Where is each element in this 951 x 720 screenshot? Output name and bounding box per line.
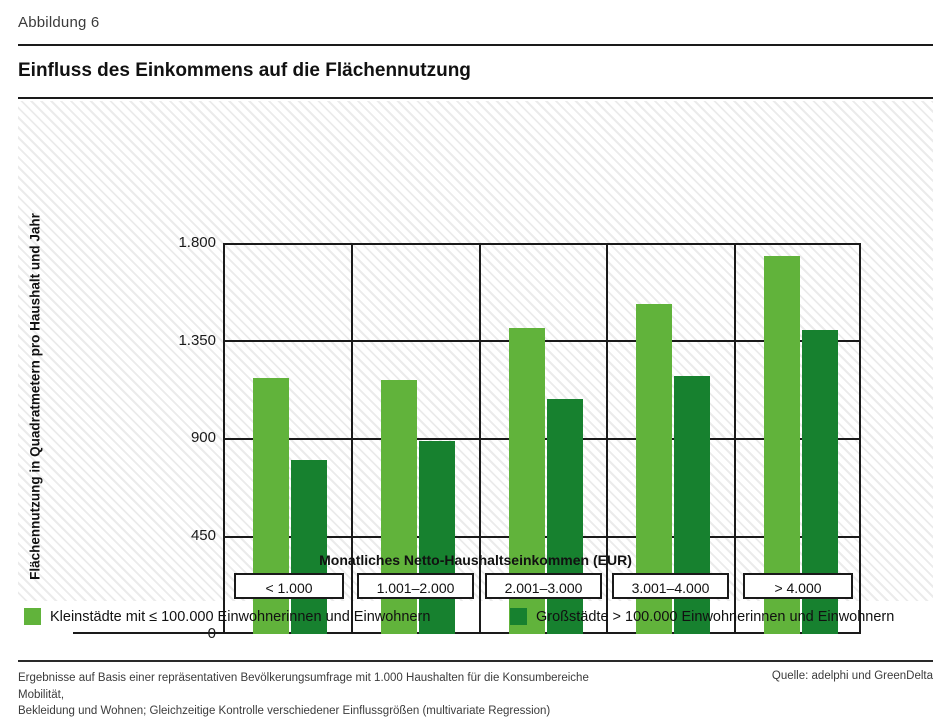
legend-swatch-icon — [510, 608, 527, 625]
category-label: < 1.000 — [234, 573, 344, 599]
legend-item-kleinstaedte — [24, 608, 430, 625]
divider-bottom — [18, 660, 933, 662]
bar-grossstaedte — [419, 441, 455, 634]
footnote-line-2: Bekleidung und Wohnen; Gleichzeitige Kontrolle verschiedener Einflussgrößen (multivariate Regression) — [18, 705, 551, 718]
category-label: 3.001–4.000 — [612, 573, 729, 599]
x-axis-title: Monatliches Netto-Haushaltseinkommen (EUR) — [319, 552, 632, 568]
y-tick-label: 900 — [190, 429, 216, 446]
y-axis-ticks — [78, 234, 216, 634]
chart-legend — [18, 608, 933, 636]
y-tick-label: 450 — [190, 527, 216, 544]
legend-label: Großstädte > 100.000 Einwohnerinnen und Einwohnern — [536, 608, 895, 625]
y-tick-label: 1.350 — [178, 332, 216, 349]
plot-region — [223, 243, 861, 634]
footnote — [18, 670, 618, 720]
legend-swatch-icon — [24, 608, 41, 625]
legend-label: Kleinstädte mit ≤ 100.000 Einwohnerinnen und Einwohnern — [50, 608, 431, 625]
category-label: > 4.000 — [743, 573, 853, 599]
legend-item-grossstaedte — [510, 608, 894, 625]
figure-label: Abbildung 6 — [18, 14, 100, 31]
category-label: 2.001–3.000 — [485, 573, 602, 599]
source-note: Quelle: adelphi und GreenDelta — [771, 670, 933, 682]
divider-top — [18, 44, 933, 46]
y-axis-title: Flächennutzung in Quadratmetern pro Haushalt und Jahr — [27, 213, 43, 580]
y-tick-label: 1.800 — [178, 234, 216, 251]
chart-area — [18, 101, 933, 601]
category-label: 1.001–2.000 — [357, 573, 474, 599]
divider-under-title — [18, 97, 933, 99]
footnote-line-1: Ergebnisse auf Basis einer repräsentativen Bevölkerungsumfrage mit 1.000 Haushalten für die Konsumbereiche Mobilität, — [18, 672, 589, 701]
page-title: Einfluss des Einkommens auf die Flächennutzung — [18, 60, 471, 81]
